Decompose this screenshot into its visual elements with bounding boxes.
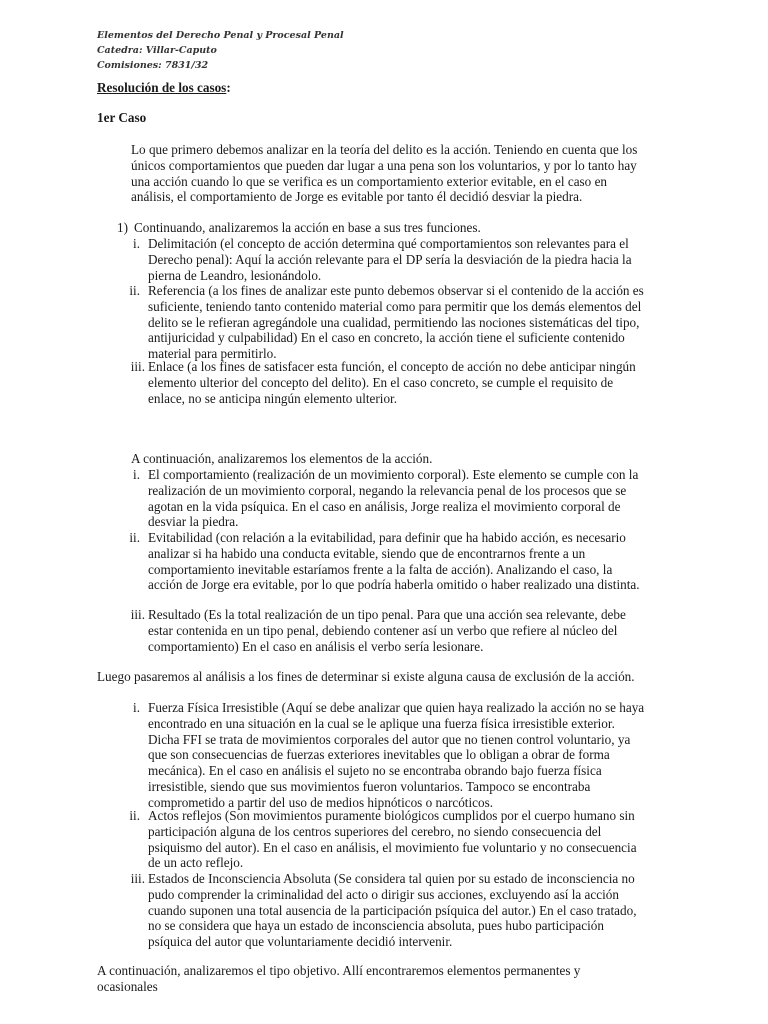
- list-marker: iii.: [130, 871, 145, 886]
- list-item: Evitabilidad (con relación a la evitabilidad, para definir que ha habido acción, es necesario analizar si ha habido una conducta evitable, siendo que de encontrarnos frente a un comportamiento inevitable estaríamos frente a la falta de acción). Analizando el caso, la acción de Jorge era evitable, por lo que podría haberla omitido o haber realizado una distinta.: [148, 530, 640, 593]
- list-item: Enlace (a los fines de satisfacer esta función, el concepto de acción no debe anticipar ningún elemento ulterior del concepto del delito). En el caso concreto, se cumple el requisito de enlace, no se anticipa ningún elemento ulterior.: [148, 359, 636, 406]
- list-item: Resultado (Es la total realización de un tipo penal. Para que una acción sea relevante, debe estar contenida en un tipo penal, debiendo contener así un verbo que refiere al núcleo del comportamiento) En el caso en análisis el verbo sería lesionare.: [148, 607, 626, 654]
- list-marker: iii.: [130, 607, 145, 622]
- list-marker: i.: [133, 236, 140, 251]
- list-item: Delimitación (el concepto de acción determina qué comportamientos son relevantes para el Derecho penal): Aquí la acción relevante para el DP sería la desviación de la piedra hacia la pierna de Leandro, lesionándolo.: [148, 236, 632, 283]
- page-heading: [97, 80, 677, 96]
- list-marker: ii.: [129, 808, 140, 823]
- section2-lead: A continuación, analizaremos los elementos de la acción.: [131, 451, 433, 466]
- list-item: Actos reflejos (Son movimientos puramente biológicos cumplidos por el cuerpo humano sin participación alguna de los centros superiores del cerebro, no siendo consecuencia del psiquismo del autor). En el caso en análisis, el movimiento fue voluntario y no consecuencia de un acto reflejo.: [148, 808, 637, 871]
- list-marker: iii.: [130, 359, 145, 374]
- heading-colon: :: [226, 80, 231, 95]
- intro-paragraph: Lo que primero debemos analizar en la teoría del delito es la acción. Teniendo en cuenta que los únicos comportamientos que pueden dar lugar a una pena son los voluntarios, y por lo tanto hay una acción cuando lo que se verifica es un comportamiento exterior evitable, en el caso en análisis, el comportamiento de Jorge es evitable por tanto él decidió desviar la piedra.: [131, 142, 638, 205]
- heading-text: Resolución de los casos: [97, 80, 227, 95]
- closing-paragraph: A continuación, analizaremos el tipo objetivo. Allí encontraremos elementos permanentes y ocasionales: [97, 963, 581, 994]
- list-item: Fuerza Física Irresistible (Aquí se debe analizar que quien haya realizado la acción no se haya encontrado en una situación en la cual se le aplique una fuerza física irresistible exterior. Dicha FFI se trata de movimientos corporales del autor que no tienen control voluntario, ya que son consecuencias de fuerzas exteriores inevitables que lo obligan a obrar de forma mecánica). En el caso en análisis el sujeto no se encontraba obrando bajo fuerza física irresistible, siendo que sus movimientos fueron voluntarios. Tampoco se encontraba comprometido a partir del uso de medios hipnóticos o narcóticos.: [148, 700, 645, 810]
- list-marker: i.: [133, 467, 140, 482]
- section1-lead: Continuando, analizaremos la acción en base a sus tres funciones.: [134, 220, 481, 235]
- list-marker: ii.: [129, 530, 140, 545]
- case-title: 1er Caso: [97, 110, 147, 125]
- list-item: Referencia (a los fines de analizar este punto debemos observar si el contenido de la acción es suficiente, teniendo tanto contenido material como para permitir que los demás elementos del delito se le refieran agregándole una cualidad, permitiendo las nociones sistemáticas del tipo, antijuricidad y culpabilidad) En el caso en concreto, la acción tiene el suficiente contenido material para permitirlo.: [148, 283, 644, 362]
- section1-marker: 1): [117, 220, 128, 235]
- list-marker: ii.: [129, 283, 140, 298]
- header-course: Elementos del Derecho Penal y Procesal Penal: [97, 30, 344, 41]
- list-marker: i.: [133, 700, 140, 715]
- list-item: El comportamiento (realización de un movimiento corporal). Este elemento se cumple con la realización de un movimiento corporal, negando la relevancia penal de los procesos que se agotan en la vida psíquica. En el caso en análisis, Jorge realiza el movimiento corporal de desviar la piedra.: [148, 467, 639, 530]
- list-item: Estados de Inconsciencia Absoluta (Se considera tal quien por su estado de inconsciencia no pudo comprender la criminalidad del acto o dirigir sus acciones, excluyendo así la acción cuando suponen una total ausencia de la participación psíquica del autor.) En el caso tratado, no se considera que haya un estado de inconsciencia absoluta, pues hubo participación psíquica del autor que voluntariamente decidió intervenir.: [148, 871, 637, 950]
- header-catedra: Catedra: Villar-Caputo: [97, 45, 217, 56]
- header-comisiones: Comisiones: 7831/32: [97, 60, 209, 71]
- section3-lead: Luego pasaremos al análisis a los fines de determinar si existe alguna causa de exclusión de la acción.: [97, 669, 635, 684]
